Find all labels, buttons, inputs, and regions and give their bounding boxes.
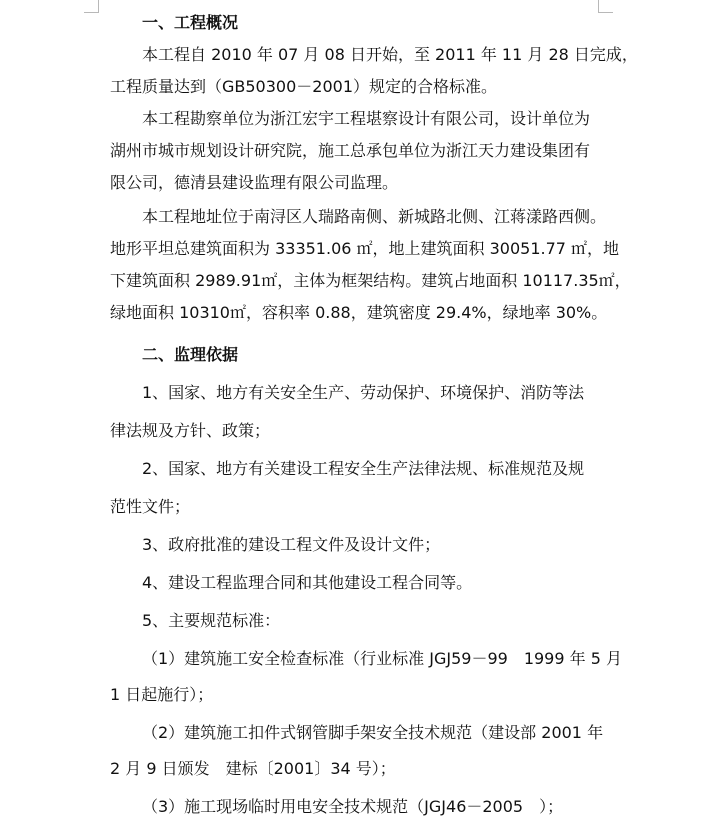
list-item-line: 4、建设工程监理合同和其他建设工程合同等。 [142,573,473,592]
paragraph-line: 工程质量达到（GB50300－2001）规定的合格标准。 [110,77,497,96]
section-heading-basis: 二、监理依据 [142,345,239,364]
list-item-line: 1 日起施行）； [110,685,214,704]
list-item-line: 2、国家、地方有关建设工程安全生产法律法规、标准规范及规 [142,459,585,478]
paragraph-line: 绿地面积 10310㎡，容积率 0.88，建筑密度 29.4%，绿地率 30%。 [110,303,608,322]
paragraph-line: 限公司，德清县建设监理有限公司监理。 [110,173,399,192]
list-item-line: （1）建筑施工安全检查标准（行业标准 JGJ59－99 1999 年 5 月 [142,649,622,668]
paragraph-line: 本工程自 2010 年 07 月 08 日开始，至 2011 年 11 月 28 日完成， [142,45,638,64]
list-item-line: （2）建筑施工扣件式钢管脚手架安全技术规范（建设部 2001 年 [142,723,604,742]
margin-mark-top-right [598,0,613,13]
section-heading-overview: 一、工程概况 [142,13,239,32]
paragraph-line: 本工程地址位于南浔区人瑞路南侧、新城路北侧、江蒋漾路西侧。 [142,207,607,226]
paragraph-line: 地形平坦总建筑面积为 33351.06 ㎡，地上建筑面积 30051.77 ㎡，地 [110,239,620,258]
list-item-line: 5、主要规范标准： [142,611,281,630]
list-item-line: （3）施工现场临时用电安全技术规范（JGJ46－2005 ）； [142,797,564,816]
list-item-line: 3、政府批准的建设工程文件及设计文件； [142,535,441,554]
list-item-line: 律法规及方针、政策； [110,421,271,440]
margin-mark-top-left [84,0,99,13]
list-item-line: 范性文件； [110,497,191,516]
list-item-line: 1、国家、地方有关安全生产、劳动保护、环境保护、消防等法 [142,383,585,402]
paragraph-line: 本工程勘察单位为浙江宏宇工程堪察设计有限公司，设计单位为 [142,109,591,128]
list-item-line: 2 月 9 日颁发 建标〔2001〕34 号）； [110,759,396,778]
paragraph-line: 湖州市城市规划设计研究院，施工总承包单位为浙江天力建设集团有 [110,141,591,160]
paragraph-line: 下建筑面积 2989.91㎡，主体为框架结构。建筑占地面积 10117.35㎡， [110,271,631,290]
